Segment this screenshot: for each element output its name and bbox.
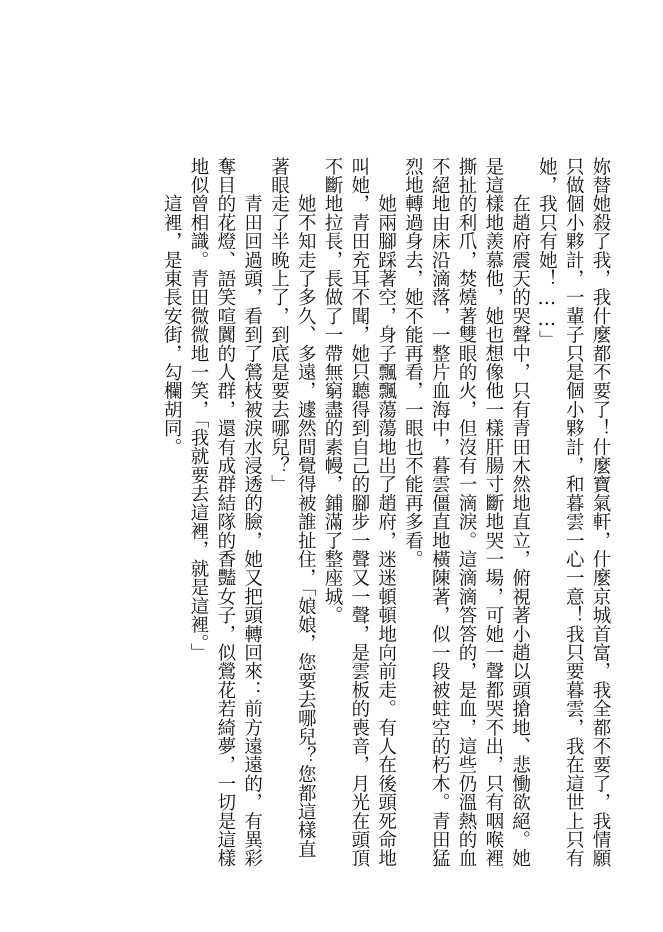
text-column-2: 只做個小夥計，一輩子只是個小夥計，和暮雲一心一意！我只要暮雲，我在這世上只有: [563, 157, 585, 868]
text-column-9: 她兩腳踩著空，身子飄飄蕩蕩地出了趙府，迷迷頓頓地向前走。有人在後頭死命地: [375, 157, 397, 868]
text-column-15: 奪目的花燈、語笑喧闐的人群，還有成群結隊的香豔女子，似鶯花若綺夢，一切是這樣: [214, 157, 236, 868]
text-column-8: 烈地轉過身去，她不能再看，一眼也不能再多看。: [402, 157, 424, 569]
text-column-7: 不絕地由床沿滴落，一整片血海中，暮雲僵直地橫陳著，似一段被蛀空的朽木。青田猛: [429, 157, 451, 868]
text-column-4: 在趙府震天的哭聲中，只有青田木然地直立，俯視著小趙以頭搶地、悲慟欲絕。她: [509, 157, 531, 868]
vertical-text-block: [159, 157, 613, 877]
text-column-17: 這裡，是東長安街，勾欄胡同。: [161, 157, 183, 457]
text-column-5: 是這樣地羨慕他，她也想像他一樣肝腸寸斷地哭一場，可她一聲都哭不出，只有咽喉裡: [482, 157, 504, 868]
text-column-1: 妳替她殺了我，我什麼都不要了！什麼寶氣軒，什麼京城首富，我全都不要了，我情願: [590, 157, 611, 868]
text-column-11: 不斷地拉長，長做了一帶無窮盡的素幔，鋪滿了整座城。: [322, 157, 344, 625]
text-column-3: 她，我只有她！……」: [536, 157, 558, 349]
text-column-6: 撕扯的利爪，焚燒著雙眼的火，但沒有一滴淚。這滴滴答答的，是血，這些仍溫熱的血: [456, 157, 478, 868]
text-column-14: 青田回過頭，看到了鶯枝被淚水浸透的臉，她又把頭轉回來：前方遠遠的，有異彩: [241, 157, 263, 868]
text-column-10: 叫她，青田充耳不聞，她只聽得到自己的腳步一聲又一聲，是雲板的喪音，月光在頭頂: [348, 157, 370, 868]
text-column-13: 著眼走了半晚上了，到底是要去哪兒？」: [268, 157, 290, 494]
text-column-16: 地似曾相識。青田微微地一笑，「我就要去這裡，就是這裡。」: [188, 157, 210, 663]
text-column-12: 她不知走了多久、多遠，遽然間覺得被誰扯住，「娘娘，您要去哪兒？您都這樣直: [295, 157, 317, 859]
